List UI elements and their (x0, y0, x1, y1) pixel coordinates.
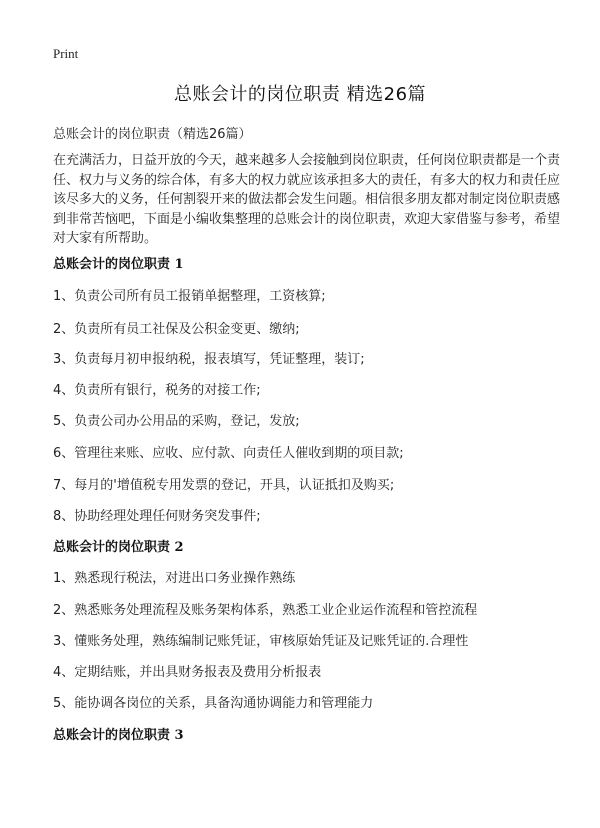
list-item: 7、每月的'增值税专用发票的登记，开具，认证抵扣及购买; (53, 478, 395, 493)
list-item: 8、协助经理处理任何财务突发事件; (53, 509, 261, 524)
page-title: 总账会计的岗位职责 精选26篇 (173, 84, 427, 105)
list-item: 2、负责所有员工社保及公积金变更、缴纳; (53, 322, 300, 337)
section-heading-3: 总账会计的岗位职责 3 (53, 728, 184, 743)
list-item: 5、负责公司办公用品的采购，登记，发放; (53, 414, 300, 429)
list-item: 6、管理往来账、应收、应付款、向责任人催收到期的项目款; (53, 446, 404, 461)
print-link[interactable]: Print (53, 46, 79, 61)
list-item: 5、能协调各岗位的关系，具备沟通协调能力和管理能力 (53, 696, 374, 711)
list-item: 1、负责公司所有员工报销单据整理，工资核算; (53, 289, 326, 304)
list-item: 1、熟悉现行税法，对进出口务业操作熟练 (53, 571, 296, 586)
intro-paragraph: 在充满活力，日益开放的今天，越来越多人会接触到岗位职责，任何岗位职责都是一个责任、权力与义务的综合体，有多大的权力就应该承担多大的责任，有多大的权力和责任应该尽多大的义务，任何割裂开来的做法都会发生问题。相信很多朋友都对制定岗位职责感到非常苦恼吧，下面是小编收集整理的总账会计的岗位职责，欢迎大家借鉴与参考，希望对大家有所帮助。 (53, 153, 561, 246)
list-item: 3、负责每月初申报纳税，报表填写，凭证整理，装订; (53, 352, 365, 367)
section-heading-2: 总账会计的岗位职责 2 (53, 540, 184, 555)
list-item: 2、熟悉账务处理流程及账务架构体系，熟悉工业企业运作流程和管控流程 (53, 603, 478, 618)
subtitle: 总账会计的岗位职责（精选26篇） (53, 127, 252, 142)
list-item: 3、懂账务处理，熟练编制记账凭证，审核原始凭证及记账凭证的.合理性 (53, 634, 469, 649)
section-heading-1: 总账会计的岗位职责 1 (53, 257, 184, 272)
list-item: 4、定期结账，并出具财务报表及费用分析报表 (53, 665, 322, 680)
list-item: 4、负责所有银行，税务的对接工作; (53, 383, 261, 398)
